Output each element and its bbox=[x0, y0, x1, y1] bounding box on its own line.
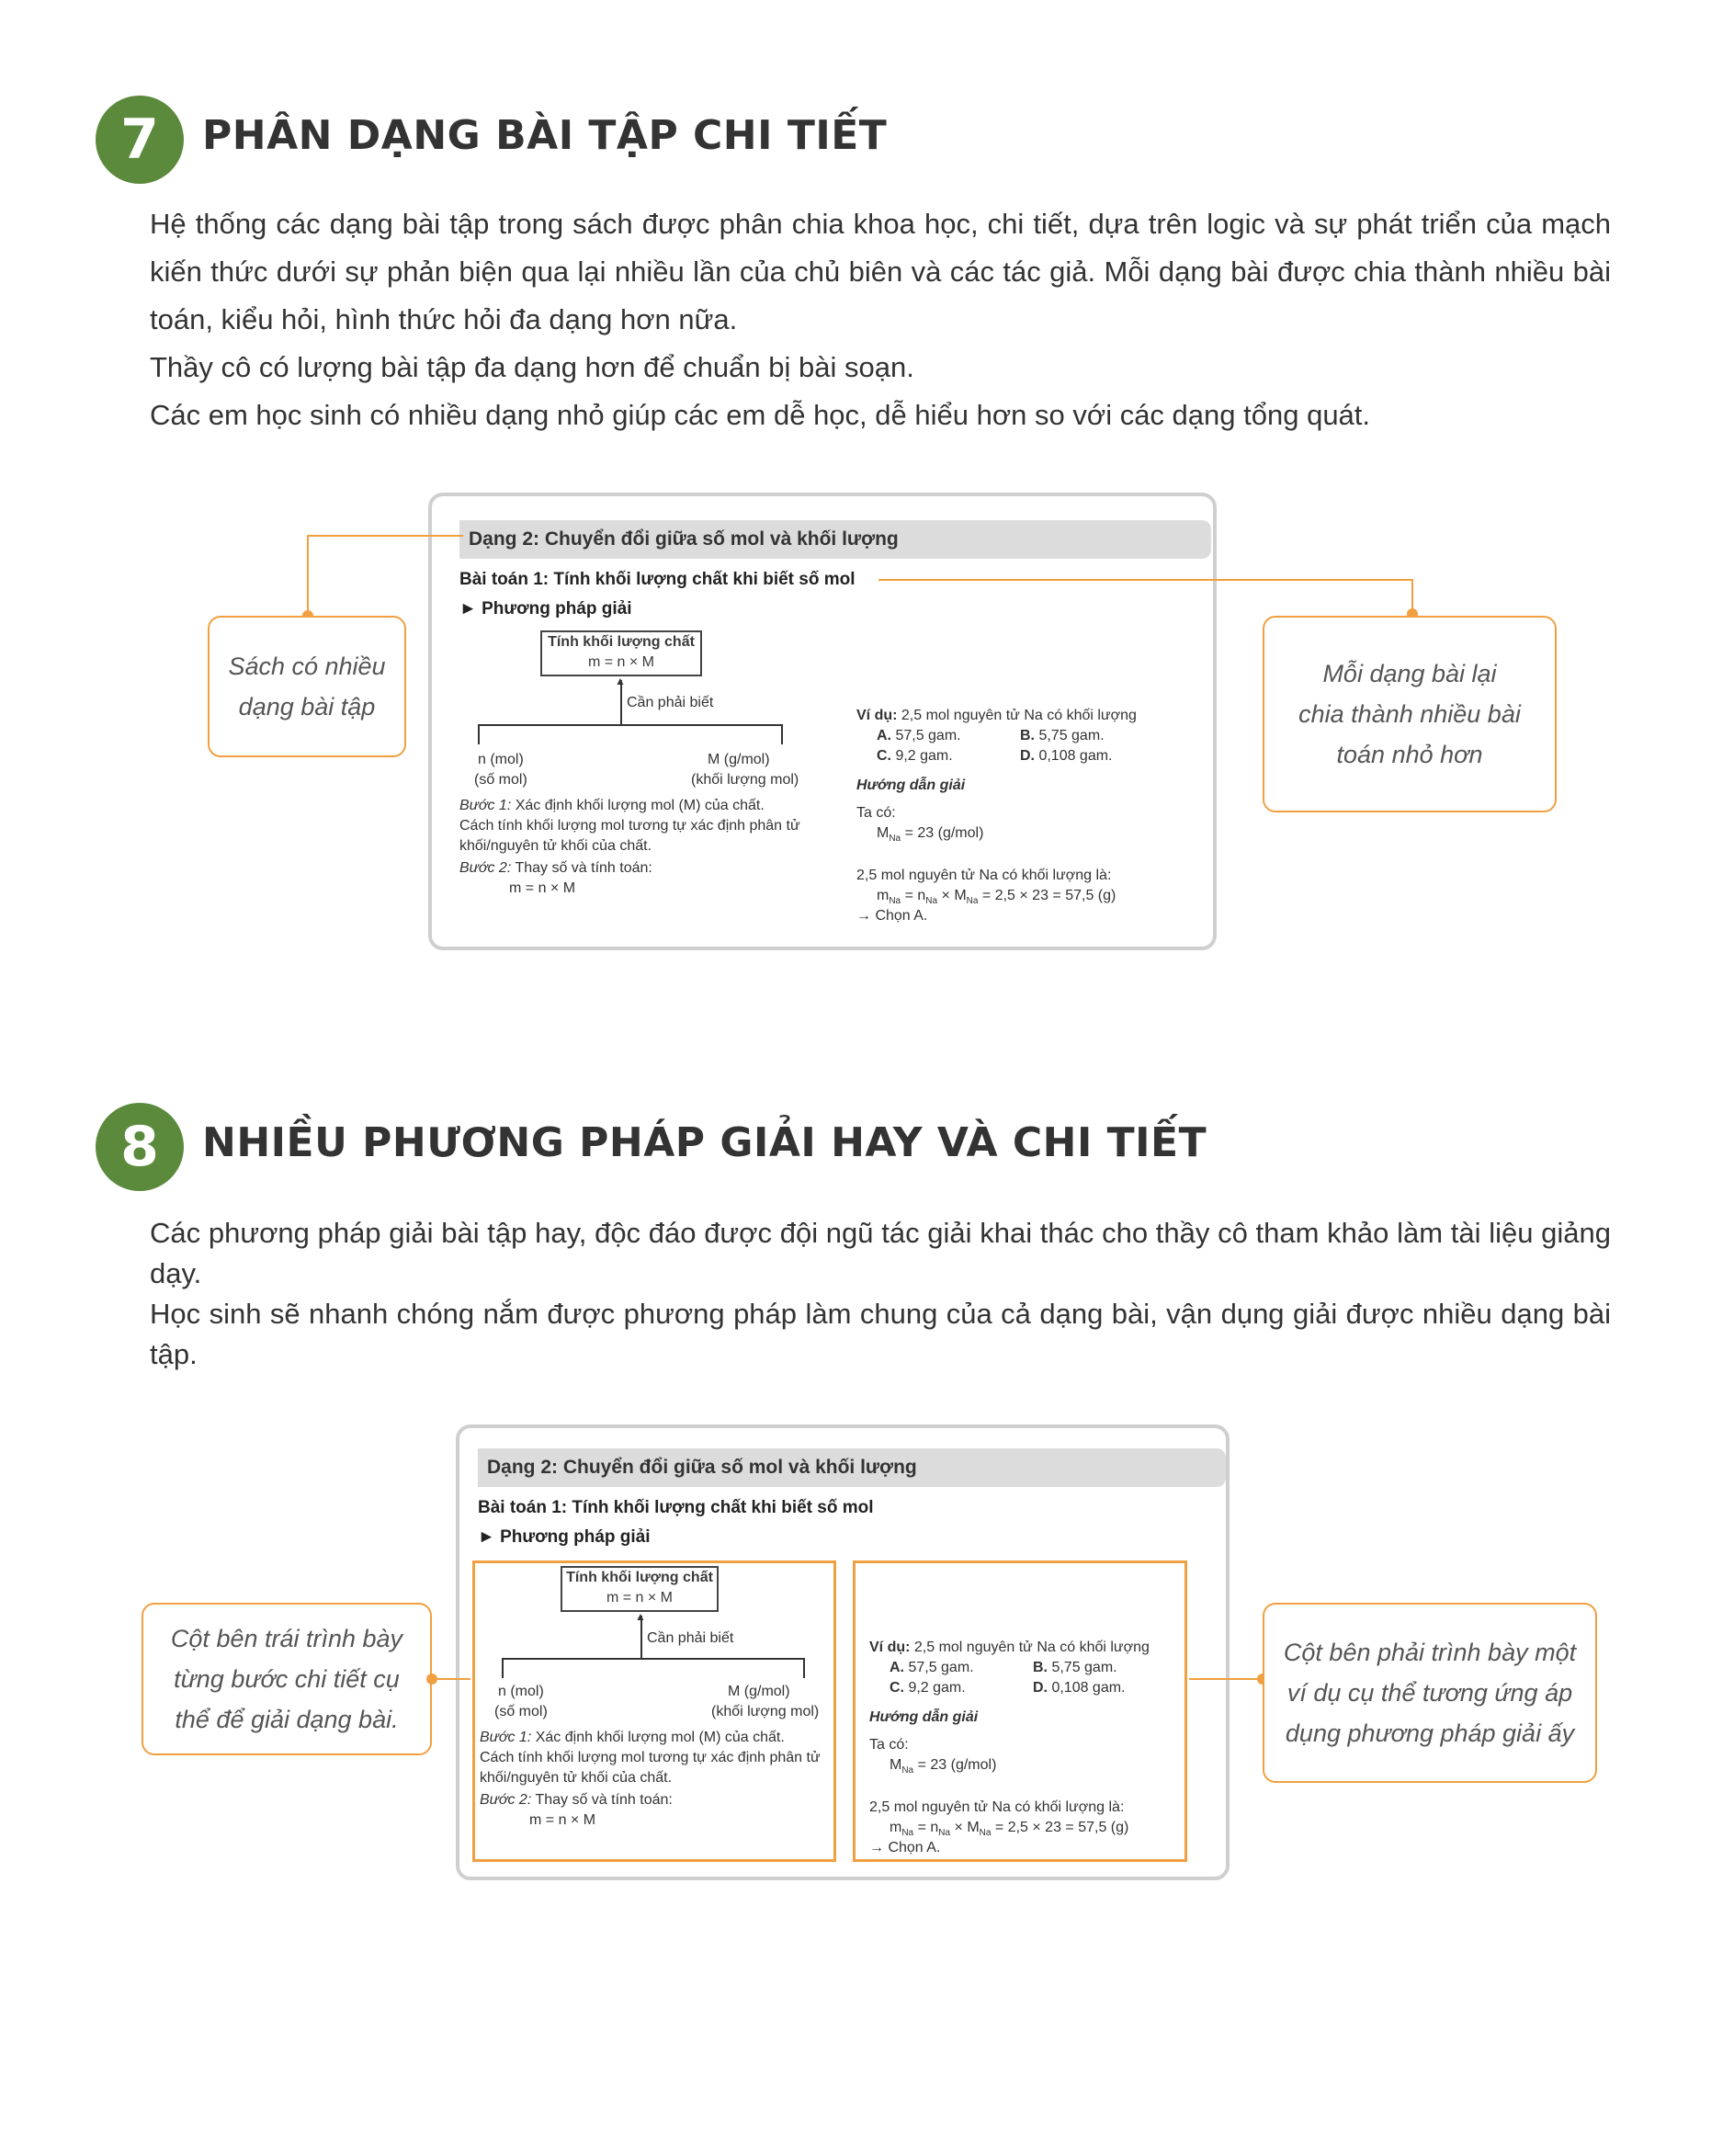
step-1-b bbox=[480, 1728, 785, 1748]
diagram-2-branch bbox=[502, 1658, 805, 1660]
section-8-paragraph-1: Các phương pháp giải bài tập hay, độc đáo được đội ngũ tác giải khai thác cho thầy cô tham khảo làm tài liệu giảng dạy. bbox=[150, 1217, 1611, 1289]
formula-box-2-title: Tính khối lượng chất bbox=[566, 1570, 713, 1585]
molar-2-value: = 23 (g/mol) bbox=[917, 1757, 997, 1773]
result-intro-2: 2,5 mol nguyên tử Na có khối lượng là: bbox=[869, 1799, 1125, 1815]
option-c bbox=[877, 746, 953, 766]
section-8-paragraph-2: Học sinh sẽ nhanh chóng nắm được phương pháp làm chung của cả dạng bài, vận dụng giải được nhiều dạng bài tập. bbox=[150, 1298, 1611, 1370]
result-eq: = bbox=[904, 888, 913, 903]
molar-mass-2 bbox=[890, 1755, 996, 1781]
formula-box-2-formula: m = n × M bbox=[606, 1590, 674, 1606]
step-2-label: Bước 2: bbox=[459, 860, 512, 876]
result-times: × bbox=[941, 888, 950, 903]
result-M: M bbox=[954, 888, 967, 903]
diagram-branch bbox=[478, 724, 783, 726]
callout-many-exercise-types: Sách có nhiều dạng bài tập bbox=[208, 616, 406, 757]
diagram-right-leg bbox=[781, 724, 783, 744]
diagram-2-left-leg bbox=[502, 1658, 504, 1678]
option-d-2-label: D. bbox=[1033, 1680, 1048, 1696]
option-a-2 bbox=[890, 1658, 974, 1678]
step-1-b-label: Bước 1: bbox=[480, 1730, 532, 1745]
connector-8-right bbox=[1189, 1678, 1263, 1680]
method-title-2: ► Phương pháp giải bbox=[478, 1527, 651, 1547]
section-7-title: PHÂN DẠNG BÀI TẬP CHI TIẾT bbox=[202, 112, 888, 159]
option-c-2-label: C. bbox=[890, 1680, 904, 1696]
excerpt-sheet-1 bbox=[428, 493, 1217, 950]
option-a-text: 57,5 gam. bbox=[891, 728, 961, 743]
option-b-2-text: 5,75 gam. bbox=[1048, 1660, 1117, 1675]
molar-symbol: M bbox=[877, 825, 890, 841]
step-1-b-line-3: khối/nguyên tử khối của chất. bbox=[480, 1770, 673, 1786]
connector-left-v bbox=[307, 535, 309, 616]
option-d-text: 0,108 gam. bbox=[1035, 748, 1113, 764]
example-text: 2,5 mol nguyên tử Na có khối lượng bbox=[897, 708, 1137, 723]
M-desc: (khối lượng mol) bbox=[691, 772, 799, 788]
step-1 bbox=[459, 796, 765, 816]
need-label-2: Cần phải biết bbox=[647, 1630, 734, 1646]
step-2-text: Thay số và tính toán: bbox=[511, 860, 652, 876]
option-d bbox=[1020, 746, 1113, 766]
option-b bbox=[1020, 726, 1105, 746]
step-1-line-3: khối/nguyên tử khối của chất. bbox=[459, 838, 652, 854]
n-desc: (số mol) bbox=[474, 772, 527, 788]
choose-answer: → Chọn A. bbox=[856, 908, 928, 924]
need-label: Cần phải biết bbox=[627, 695, 714, 710]
option-a-2-text: 57,5 gam. bbox=[904, 1660, 974, 1675]
result-2-m-sub: Na bbox=[901, 1828, 914, 1839]
result-m-sub: Na bbox=[889, 896, 901, 907]
molar-mass bbox=[877, 823, 983, 849]
section-8-title: NHIỀU PHƯƠNG PHÁP GIẢI HAY VÀ CHI TIẾT bbox=[202, 1119, 1207, 1166]
section-8-text bbox=[150, 1213, 1611, 1375]
result-2-M: M bbox=[967, 1820, 980, 1835]
result-2-eq: = bbox=[917, 1820, 926, 1835]
result-2-value: = 2,5 × 23 = 57,5 (g) bbox=[994, 1820, 1129, 1835]
example-2-label: Ví dụ: bbox=[869, 1640, 911, 1655]
step-1-label: Bước 1: bbox=[459, 798, 512, 813]
connector-8-left-dot bbox=[426, 1674, 437, 1685]
arrow-up-icon: ▲ bbox=[635, 1610, 646, 1623]
connector-right-h bbox=[878, 579, 1413, 581]
section-7-paragraph-1: Hệ thống các dạng bài tập trong sách được phân chia khoa học, chi tiết, dựa trên logic và sự phát triển của mạch kiến thức dưới sự phản biện qua lại nhiều lần của chủ biên và các tác giả. Mỗi dạng bài được chia thành nhiều bài toán, kiểu hỏi, hình thức hỏi đa dạng hơn nữa. bbox=[150, 208, 1611, 335]
step-1-b-line-2: Cách tính khối lượng mol tương tự xác định phân tử bbox=[480, 1750, 821, 1765]
result-n-sub: Na bbox=[925, 896, 938, 907]
example-question bbox=[856, 706, 1137, 726]
option-a-label: A. bbox=[877, 728, 891, 743]
callout-smaller-problems: Mỗi dạng bài lại chia thành nhiều bài toán nhỏ hơn bbox=[1263, 616, 1557, 812]
result-2-n-sub: Na bbox=[938, 1828, 951, 1839]
step-1-line-2: Cách tính khối lượng mol tương tự xác định phân tử bbox=[459, 818, 800, 834]
result-intro: 2,5 mol nguyên tử Na có khối lượng là: bbox=[856, 868, 1112, 883]
result-2-n: n bbox=[930, 1820, 939, 1835]
option-c-2 bbox=[890, 1678, 966, 1698]
excerpt-header: Dạng 2: Chuyển đổi giữa số mol và khối lượng bbox=[459, 520, 1211, 559]
choose-answer-2: → Chọn A. bbox=[869, 1840, 941, 1855]
result-m: m bbox=[877, 888, 890, 903]
option-b-label: B. bbox=[1020, 728, 1035, 743]
callout-right-column: Cột bên phải trình bày một ví dụ cụ thể tương ứng áp dụng phương pháp giải ấy bbox=[1263, 1603, 1597, 1783]
step-2-b-label: Bước 2: bbox=[480, 1792, 532, 1808]
option-b-text: 5,75 gam. bbox=[1035, 728, 1105, 743]
option-b-2-label: B. bbox=[1033, 1660, 1048, 1675]
option-b-2 bbox=[1033, 1658, 1117, 1678]
connector-left-h bbox=[307, 535, 463, 537]
problem-title: Bài toán 1: Tính khối lượng chất khi biết số mol bbox=[459, 570, 856, 589]
example-question-2 bbox=[869, 1638, 1150, 1658]
section-7-text bbox=[150, 200, 1611, 439]
problem-title-2: Bài toán 1: Tính khối lượng chất khi biết số mol bbox=[478, 1498, 874, 1517]
guide-title: Hướng dẫn giải bbox=[856, 777, 966, 793]
step-1-b-text: Xác định khối lượng mol (M) của chất. bbox=[531, 1730, 785, 1745]
n-desc-2: (số mol) bbox=[494, 1704, 548, 1719]
molar-sub: Na bbox=[889, 834, 901, 845]
result-2-times: × bbox=[954, 1820, 963, 1835]
step-2-formula: m = n × M bbox=[509, 880, 576, 896]
formula-box-title: Tính khối lượng chất bbox=[548, 634, 695, 650]
molar-2-sub: Na bbox=[901, 1765, 914, 1776]
result-2-m: m bbox=[890, 1820, 902, 1835]
step-1-text: Xác định khối lượng mol (M) của chất. bbox=[511, 798, 765, 813]
M-desc-2: (khối lượng mol) bbox=[711, 1704, 820, 1719]
formula-box-formula: m = n × M bbox=[587, 654, 655, 670]
section-7-paragraph-2: Thầy cô có lượng bài tập đa dạng hơn để chuẩn bị bài soạn. bbox=[150, 351, 914, 383]
step-2 bbox=[459, 858, 652, 879]
option-a-2-label: A. bbox=[890, 1660, 904, 1675]
option-c-label: C. bbox=[877, 748, 891, 764]
diagram-left-leg bbox=[478, 724, 480, 744]
option-d-2-text: 0,108 gam. bbox=[1048, 1680, 1126, 1696]
M-label-2: M (g/mol) bbox=[728, 1684, 790, 1699]
result-2-M-sub: Na bbox=[979, 1828, 992, 1839]
step-2-b-text: Thay số và tính toán: bbox=[531, 1792, 673, 1808]
result-M-sub: Na bbox=[966, 896, 979, 907]
section-7-badge: 7 bbox=[96, 96, 184, 184]
step-2-b-formula: m = n × M bbox=[529, 1812, 596, 1828]
excerpt-header-2: Dạng 2: Chuyển đổi giữa số mol và khối lượng bbox=[478, 1448, 1226, 1487]
arrow-up-icon: ▲ bbox=[615, 675, 626, 687]
n-label: n (mol) bbox=[478, 752, 524, 767]
option-d-label: D. bbox=[1020, 748, 1035, 764]
molar-2-symbol: M bbox=[890, 1757, 902, 1773]
option-c-text: 9,2 gam. bbox=[891, 748, 953, 764]
excerpt-sheet-2 bbox=[456, 1424, 1230, 1880]
diagram-2-right-leg bbox=[803, 1658, 805, 1678]
example-label: Ví dụ: bbox=[856, 708, 898, 723]
given-label-2: Ta có: bbox=[869, 1737, 909, 1753]
option-d-2 bbox=[1033, 1678, 1126, 1698]
n-label-2: n (mol) bbox=[498, 1684, 544, 1699]
formula-box bbox=[540, 630, 702, 676]
section-8-badge: 8 bbox=[96, 1103, 184, 1191]
M-label: M (g/mol) bbox=[708, 752, 770, 767]
guide-title-2: Hướng dẫn giải bbox=[869, 1709, 979, 1725]
option-c-2-text: 9,2 gam. bbox=[904, 1680, 966, 1696]
step-2-b bbox=[480, 1790, 673, 1810]
result-n: n bbox=[917, 888, 926, 903]
section-7-paragraph-3: Các em học sinh có nhiều dạng nhỏ giúp các em dễ học, dễ hiểu hơn so với các dạng tổng quát. bbox=[150, 399, 1371, 431]
given-label: Ta có: bbox=[856, 805, 896, 821]
molar-value: = 23 (g/mol) bbox=[904, 825, 984, 841]
method-title: ► Phương pháp giải bbox=[459, 599, 632, 618]
result-value: = 2,5 × 23 = 57,5 (g) bbox=[981, 888, 1116, 903]
example-2-text: 2,5 mol nguyên tử Na có khối lượng bbox=[910, 1640, 1150, 1655]
formula-box-2 bbox=[561, 1566, 719, 1612]
option-a bbox=[877, 726, 961, 746]
callout-left-column: Cột bên trái trình bày từng bước chi tiết cụ thể để giải dạng bài. bbox=[142, 1603, 432, 1755]
connector-8-left bbox=[432, 1678, 470, 1680]
